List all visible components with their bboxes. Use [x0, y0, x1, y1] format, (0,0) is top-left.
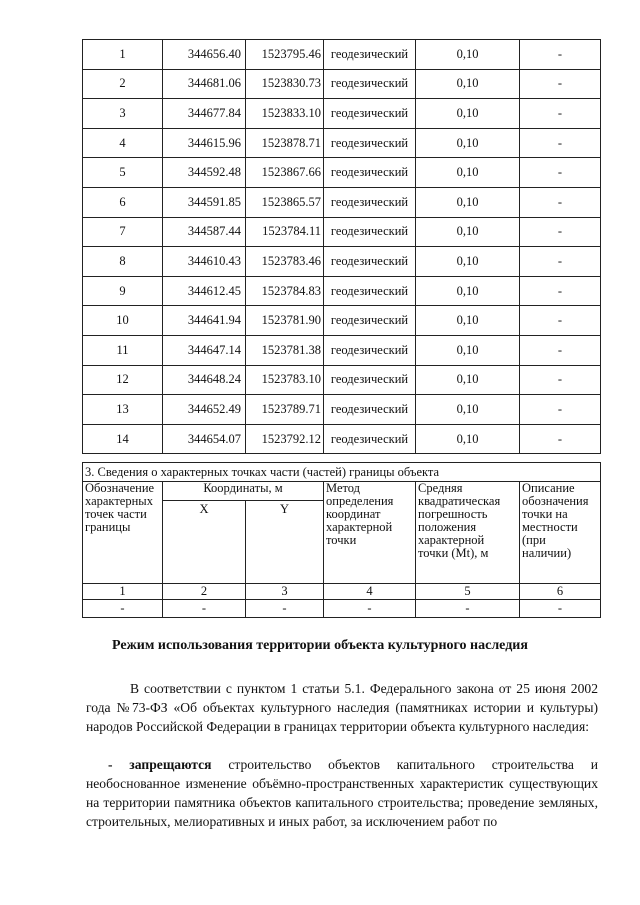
coord-x-cell: 344592.48 [163, 158, 246, 188]
header-method: Метод определения координат характерной точки [324, 482, 416, 584]
description-cell: - [520, 306, 601, 336]
coord-x-cell: 344677.84 [163, 99, 246, 129]
coord-y-cell: 1523833.10 [246, 99, 324, 129]
column-index: 1 [83, 584, 163, 600]
method-cell: геодезический [324, 424, 416, 454]
coord-x-cell: 344681.06 [163, 69, 246, 99]
table-row [83, 365, 601, 395]
prohibitions-label: - запрещаются [108, 757, 212, 772]
point-number-cell: 13 [83, 395, 163, 425]
table-row [83, 424, 601, 454]
coord-x-cell: 344648.24 [163, 365, 246, 395]
coord-y-cell: 1523867.66 [246, 158, 324, 188]
coordinates-table [82, 39, 601, 454]
description-cell: - [520, 276, 601, 306]
error-cell: 0,10 [416, 69, 520, 99]
description-cell: - [520, 217, 601, 247]
table-row [83, 187, 601, 217]
coord-x-cell: 344615.96 [163, 128, 246, 158]
empty-cell: - [163, 600, 246, 618]
header-x: X [163, 501, 246, 584]
header-description: Описание обозначения точки на местности (при наличии) [520, 482, 601, 584]
point-number-cell: 7 [83, 217, 163, 247]
part-boundary-points-table [82, 462, 601, 618]
section-heading: Режим использования территории объекта культурного наследия [112, 638, 528, 653]
error-cell: 0,10 [416, 306, 520, 336]
error-cell: 0,10 [416, 217, 520, 247]
point-number-cell: 12 [83, 365, 163, 395]
method-cell: геодезический [324, 158, 416, 188]
method-cell: геодезический [324, 306, 416, 336]
method-cell: геодезический [324, 247, 416, 277]
table-row [83, 40, 601, 70]
coord-y-cell: 1523830.73 [246, 69, 324, 99]
error-cell: 0,10 [416, 99, 520, 129]
empty-cell: - [416, 600, 520, 618]
table-row [83, 247, 601, 277]
description-cell: - [520, 365, 601, 395]
method-cell: геодезический [324, 128, 416, 158]
description-cell: - [520, 335, 601, 365]
method-cell: геодезический [324, 40, 416, 70]
header-y: Y [246, 501, 324, 584]
table-row [83, 99, 601, 129]
empty-cell: - [83, 600, 163, 618]
column-index: 3 [246, 584, 324, 600]
column-index: 5 [416, 584, 520, 600]
coord-x-cell: 344652.49 [163, 395, 246, 425]
error-cell: 0,10 [416, 158, 520, 188]
point-number-cell: 3 [83, 99, 163, 129]
description-cell: - [520, 187, 601, 217]
header-designation: Обозначение характерных точек части границы [83, 482, 163, 584]
error-cell: 0,10 [416, 424, 520, 454]
table-row [83, 158, 601, 188]
coord-x-cell: 344647.14 [163, 335, 246, 365]
coord-y-cell: 1523792.12 [246, 424, 324, 454]
error-cell: 0,10 [416, 187, 520, 217]
description-cell: - [520, 395, 601, 425]
coord-y-cell: 1523784.11 [246, 217, 324, 247]
method-cell: геодезический [324, 69, 416, 99]
point-number-cell: 2 [83, 69, 163, 99]
table-row [83, 335, 601, 365]
point-number-cell: 5 [83, 158, 163, 188]
point-number-cell: 4 [83, 128, 163, 158]
coord-y-cell: 1523781.38 [246, 335, 324, 365]
error-cell: 0,10 [416, 247, 520, 277]
method-cell: геодезический [324, 276, 416, 306]
point-number-cell: 6 [83, 187, 163, 217]
coord-y-cell: 1523784.83 [246, 276, 324, 306]
header-error: Средняя квадратическая погрешность положения характерной точки (Mt), м [416, 482, 520, 584]
description-cell: - [520, 158, 601, 188]
paragraph-law-reference: В соответствии с пунктом 1 статьи 5.1. Федерального закона от 25 июня 2002 года №73-ФЗ «Об объектах культурного наследия (памятниках истории и культуры) народов Российской Федерации в границах территории объекта культурного наследия: [86, 681, 598, 734]
coord-y-cell: 1523781.90 [246, 306, 324, 336]
error-cell: 0,10 [416, 40, 520, 70]
point-number-cell: 14 [83, 424, 163, 454]
empty-cell: - [324, 600, 416, 618]
coord-y-cell: 1523865.57 [246, 187, 324, 217]
table-row [83, 395, 601, 425]
description-cell: - [520, 247, 601, 277]
table-row [83, 306, 601, 336]
empty-cell: - [520, 600, 601, 618]
point-number-cell: 8 [83, 247, 163, 277]
point-number-cell: 10 [83, 306, 163, 336]
coord-x-cell: 344610.43 [163, 247, 246, 277]
prohibitions-text: строительство объектов капитального строительства и необоснованное изменение объёмно-пространственных характеристик существующих на территории памятника объектов капитального строительства; проведение земляных, строительных, мелиоративных и иных работ, за исключением работ по [86, 757, 598, 829]
table-row [83, 217, 601, 247]
description-cell: - [520, 99, 601, 129]
error-cell: 0,10 [416, 395, 520, 425]
coord-x-cell: 344656.40 [163, 40, 246, 70]
description-cell: - [520, 424, 601, 454]
column-index: 6 [520, 584, 601, 600]
coord-x-cell: 344591.85 [163, 187, 246, 217]
column-index: 2 [163, 584, 246, 600]
method-cell: геодезический [324, 395, 416, 425]
coord-y-cell: 1523789.71 [246, 395, 324, 425]
coord-x-cell: 344641.94 [163, 306, 246, 336]
error-cell: 0,10 [416, 276, 520, 306]
header-coordinates: Координаты, м [163, 482, 324, 501]
table-row [83, 128, 601, 158]
method-cell: геодезический [324, 217, 416, 247]
description-cell: - [520, 40, 601, 70]
empty-cell: - [246, 600, 324, 618]
method-cell: геодезический [324, 365, 416, 395]
table-row [83, 276, 601, 306]
error-cell: 0,10 [416, 365, 520, 395]
point-number-cell: 9 [83, 276, 163, 306]
column-index: 4 [324, 584, 416, 600]
error-cell: 0,10 [416, 128, 520, 158]
table-row [83, 69, 601, 99]
method-cell: геодезический [324, 187, 416, 217]
method-cell: геодезический [324, 99, 416, 129]
point-number-cell: 11 [83, 335, 163, 365]
coord-x-cell: 344587.44 [163, 217, 246, 247]
description-cell: - [520, 128, 601, 158]
coord-y-cell: 1523878.71 [246, 128, 324, 158]
method-cell: геодезический [324, 335, 416, 365]
paragraph-prohibitions [86, 755, 598, 831]
point-number-cell: 1 [83, 40, 163, 70]
coord-y-cell: 1523795.46 [246, 40, 324, 70]
coord-y-cell: 1523783.10 [246, 365, 324, 395]
coord-x-cell: 344612.45 [163, 276, 246, 306]
error-cell: 0,10 [416, 335, 520, 365]
description-cell: - [520, 69, 601, 99]
part-table-caption: 3. Сведения о характерных точках части (частей) границы объекта [83, 463, 601, 482]
coord-x-cell: 344654.07 [163, 424, 246, 454]
coord-y-cell: 1523783.46 [246, 247, 324, 277]
